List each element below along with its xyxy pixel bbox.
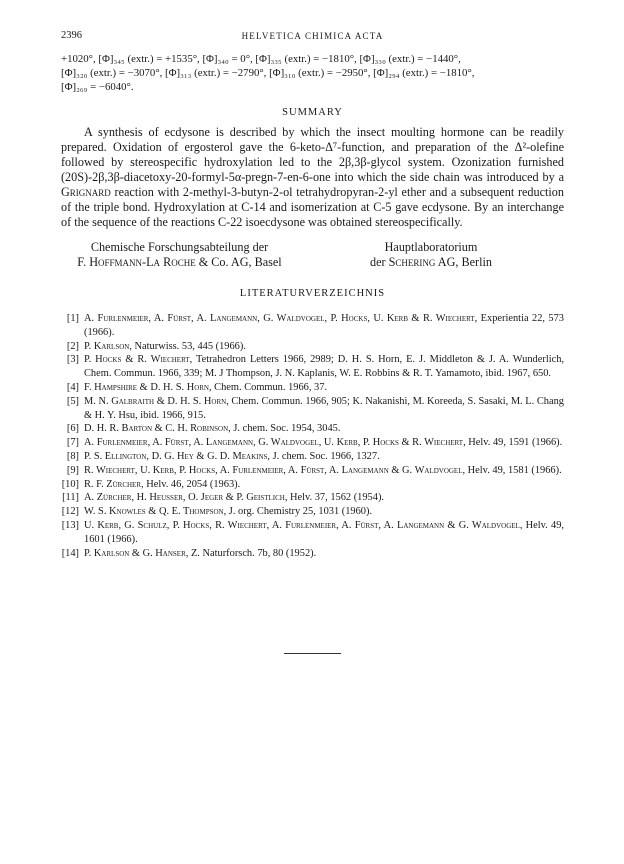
reference-number: [1] [66, 313, 79, 324]
reference-number: [11] [62, 492, 79, 504]
reference-source: , Helv. 46, 2054 (1963). [141, 478, 241, 490]
reference-number: [12] [61, 506, 79, 518]
reference-item [61, 450, 564, 464]
reference-source: , Helv. 37, 1562 (1954). [284, 492, 385, 504]
affiliation-schering [298, 240, 564, 270]
affiliation-text: & Co. AG, Basel [195, 255, 282, 269]
page [61, 30, 564, 571]
affiliation-line [61, 255, 298, 270]
affiliation-line: Chemische Forschungsabteilung der [90, 240, 269, 254]
affiliation-line [298, 255, 564, 270]
affiliations [61, 240, 564, 270]
summary-heading: SUMMARY [282, 107, 343, 118]
rotation-line: [Φ]₃₂₀ (extr.) = −3070°, [Φ]₃₁₃ (extr.) = −2790°, [Φ]₃₁₀ (extr.) = −2950°, [Φ]₂₉₄ (extr.) = −1810°, [61, 67, 475, 79]
reference-source: , J. chem. Soc. 1954, 3045. [228, 423, 341, 435]
reference-number: [9] [66, 464, 79, 476]
reference-authors: R. Wiechert, U. Kerb, P. Hocks, A. Furlenmeier, A. Fürst, A. Langemann & G. Waldvogel [84, 464, 463, 476]
reference-source: , Chem. Commun. 1966, 905; K. Nakanishi, M. Koreeda, S. Sasaki, M. L. Chang & H. Y. Hsu, ibid. 1966, 915. [84, 395, 564, 421]
summary-paragraph [61, 125, 564, 230]
rotation-line: +1020°, [Φ]₃₄₅ (extr.) = +1535°, [Φ]₃₄₀ = 0°, [Φ]₃₃₅ (extr.) = −1810°, [Φ]₃₃₀ (extr.) = −1440°, [61, 53, 461, 65]
reference-number: [10] [61, 478, 79, 490]
grignard-name: Grignard [61, 185, 111, 199]
reference-authors: A. Zürcher, H. Heusser, O. Jeger & P. Geistlich [84, 492, 285, 504]
reference-item [61, 547, 564, 561]
reference-authors: M. N. Galbraith & D. H. S. Horn [84, 395, 227, 407]
reference-number: [2] [66, 340, 79, 352]
reference-item [61, 478, 564, 492]
reference-number: [6] [66, 423, 79, 435]
reference-source: , J. chem. Soc. 1966, 1327. [267, 450, 380, 462]
journal-title: HELVETICA CHIMICA ACTA [241, 31, 384, 41]
references-heading: LITERATURVERZEICHNIS [239, 288, 386, 299]
reference-item [61, 422, 564, 436]
affiliation-text: AG, Berlin [435, 255, 492, 269]
rotation-line: [Φ]₂₆₉ = −6040°. [61, 81, 134, 93]
reference-item [61, 464, 564, 478]
optical-rotation-data [61, 52, 564, 94]
reference-number: [5] [66, 395, 79, 407]
reference-source: , Helv. 49, 1591 (1966). [463, 437, 563, 449]
reference-number: [3] [66, 354, 79, 366]
reference-authors: P. Hocks & R. Wiechert [84, 354, 190, 366]
reference-number: [4] [66, 381, 79, 393]
page-number: 2396 [61, 30, 82, 41]
affiliation-text: der [370, 255, 389, 269]
reference-source: , Naturwiss. 53, 445 (1966). [129, 340, 246, 352]
reference-authors: P. S. Ellington, D. G. Hey & G. D. Meakins [84, 450, 268, 462]
reference-authors: U. Kerb, G. Schulz, P. Hocks, R. Wiechert, A. Furlenmeier, A. Fürst, A. Langemann & G. Waldvogel [84, 519, 520, 531]
affiliation-line: Hauptlaboratorium [384, 240, 478, 254]
reference-item [61, 395, 564, 423]
reference-authors: R. F. Zürcher [84, 478, 142, 490]
reference-source: , Chem. Commun. 1966, 37. [208, 381, 328, 393]
summary-text-part: A synthesis of ecdysone is described by which the insect moulting hormone can be readily prepared. Oxidation of ergosterol gave the 6-keto-Δ⁷-function, and preparation of the Δ²-olefine followed by stereospecific hydroxylation led to the 2β,3β-glycol system. Ozonization furnished (20S)-2β,3β-diacetoxy-20-formyl-5α-pregn-7-en-6-one into which the side chain was introduced by a [61, 125, 564, 184]
reference-source: , Helv. 49, 1581 (1966). [462, 464, 562, 476]
reference-item [61, 505, 564, 519]
reference-item [61, 340, 564, 354]
reference-item [61, 491, 564, 505]
reference-authors: A. Furlenmeier, A. Fürst, A. Langemann, G. Waldvogel, U. Kerb, P. Hocks & R. Wiechert [84, 437, 464, 449]
reference-list [61, 312, 564, 560]
reference-number: [8] [66, 450, 79, 462]
reference-authors: P. Karlson & G. Hanser [84, 547, 186, 559]
reference-item [61, 353, 564, 381]
reference-source: , Tetrahedron Letters 1966, 2989; D. H. S. Horn, E. J. Middleton & J. A. Wunderlich, Chem. Commun. 1966, 339; M. J Thompson, J. N. Kaplanis, W. E. Robbins & R. T. Yamamoto, ibid. 1967, 650. [84, 354, 564, 380]
reference-authors: D. H. R. Barton & C. H. Robinson [84, 423, 229, 435]
company-name: Schering [388, 255, 436, 269]
reference-authors: F. Hampshire & D. H. S. Horn [84, 381, 209, 393]
end-rule [284, 653, 341, 654]
company-name: Hoffmann-La Roche [89, 255, 196, 269]
affiliation-text: F. [77, 255, 90, 269]
reference-item [61, 381, 564, 395]
reference-item [61, 436, 564, 450]
reference-number: [13] [61, 519, 79, 531]
reference-authors: W. S. Knowles & Q. E. Thompson [84, 506, 224, 518]
reference-source: , Helv. 49, 1601 (1966). [84, 519, 565, 545]
reference-source: , Experientia 22, 573 (1966). [84, 313, 564, 338]
reference-number: [14] [61, 547, 79, 559]
summary-text-part: reaction with 2-methyl-3-butyn-2-ol tetrahydropyran-2-yl ether and a subsequent reduction of the triple bond. Hydroxylation at C-14 and isomerization at C-5 gave ecdysone. By an interchange of the sequence of the reactions C-22 isoecdysone was obtained stereospecifically. [61, 185, 564, 229]
reference-item [61, 519, 564, 547]
reference-source: , J. org. Chemistry 25, 1031 (1960). [223, 506, 373, 518]
reference-authors: A. Furlenmeier, A. Fürst, A. Langemann, G. Waldvogel, P. Hocks, U. Kerb & R. Wiechert [84, 313, 475, 324]
reference-number: [7] [66, 437, 79, 449]
reference-item [61, 312, 564, 340]
reference-authors: P. Karlson [84, 340, 130, 352]
affiliation-roche [61, 240, 298, 270]
running-head [61, 30, 564, 44]
reference-source: , Z. Naturforsch. 7b, 80 (1952). [185, 547, 317, 559]
